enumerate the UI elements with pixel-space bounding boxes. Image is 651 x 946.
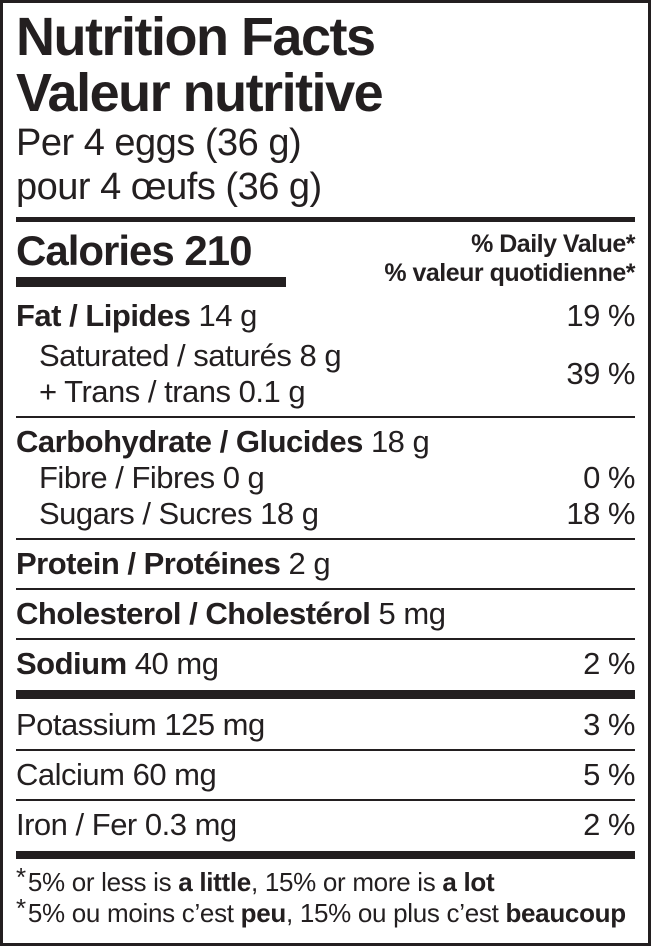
iron-label: Iron / Fer 0.3 mg (16, 807, 237, 842)
serving-size-english: Per 4 eggs (36 g) (16, 122, 302, 164)
protein-amount: 2 g (280, 546, 331, 581)
row-saturated-trans (16, 338, 635, 410)
footnote-fr-text-2: , 15% ou plus c’est (285, 898, 506, 928)
calories-value: Calories 210 (16, 227, 252, 274)
footnote-french (16, 893, 635, 929)
title-french: Valeur nutritive (16, 63, 383, 123)
asterisk: * (16, 893, 26, 923)
title-english: Nutrition Facts (16, 7, 375, 67)
carbohydrate-amount: 18 g (362, 424, 430, 459)
fat-daily-value: 19 % (566, 298, 635, 333)
footnote-fr-bold-1: peu (240, 898, 286, 928)
sodium-daily-value: 2 % (583, 646, 635, 681)
daily-value-header (384, 228, 635, 288)
row-carbohydrate (16, 418, 635, 460)
sugars-daily-value: 18 % (566, 496, 635, 531)
saturated-trans-labels (16, 338, 341, 410)
daily-value-header-english: % Daily Value* (471, 230, 635, 258)
footnote-en-text-2: , 15% or more is (250, 867, 443, 897)
carbohydrate-label-bold: Carbohydrate / Glucides (16, 424, 363, 459)
saturated-trans-daily-value: 39 % (566, 356, 635, 391)
section-divider-heavy (16, 690, 635, 699)
asterisk: * (16, 862, 26, 892)
potassium-daily-value: 3 % (583, 707, 635, 742)
row-sugars (16, 496, 635, 532)
fibre-daily-value: 0 % (583, 460, 635, 495)
label-header (16, 9, 635, 209)
row-sodium (16, 640, 635, 682)
calories-block (16, 228, 286, 287)
cholesterol-amount: 5 mg (370, 596, 446, 631)
fat-amount: 14 g (190, 298, 257, 333)
potassium-label: Potassium 125 mg (16, 707, 265, 742)
row-carbohydrate-label (16, 424, 429, 460)
footnote-fr-text-1: 5% ou moins c’est (27, 898, 241, 928)
fibre-label: Fibre / Fibres 0 g (39, 460, 265, 495)
footnote-en-bold-1: a little (178, 867, 251, 897)
calories-section (16, 228, 635, 288)
row-cholesterol (16, 590, 635, 632)
calories-underline-bar (16, 277, 286, 287)
row-calcium (16, 751, 635, 793)
row-fibre (16, 460, 635, 496)
cholesterol-label-bold: Cholesterol / Cholestérol (16, 596, 371, 631)
calcium-daily-value: 5 % (583, 757, 635, 792)
footnote-en-text-1: 5% or less is (27, 867, 179, 897)
row-potassium (16, 707, 635, 743)
footnote-divider-heavy (16, 851, 635, 859)
fat-label-bold: Fat / Lipides (16, 298, 191, 333)
header-divider (16, 217, 635, 222)
row-protein (16, 540, 635, 582)
sodium-label-bold: Sodium (16, 646, 127, 681)
saturated-label: Saturated / saturés 8 g (39, 338, 342, 373)
sodium-amount: 40 mg (126, 646, 219, 681)
protein-label-bold: Protein / Protéines (16, 546, 281, 581)
calcium-label: Calcium 60 mg (16, 757, 217, 792)
footnotes (16, 862, 635, 929)
row-sodium-label (16, 646, 218, 682)
row-cholesterol-label (16, 596, 445, 632)
row-iron (16, 801, 635, 843)
row-protein-label (16, 546, 330, 582)
footnote-en-bold-2: a lot (442, 867, 495, 897)
iron-daily-value: 2 % (583, 807, 635, 842)
sugars-label: Sugars / Sucres 18 g (39, 496, 319, 531)
footnote-english (16, 862, 635, 898)
daily-value-header-french: % valeur quotidienne* (384, 259, 635, 287)
footnote-fr-bold-2: beaucoup (505, 898, 626, 928)
row-fat-label (16, 298, 257, 334)
trans-label: + Trans / trans 0.1 g (39, 374, 306, 409)
row-fat (16, 298, 635, 334)
serving-size-french: pour 4 œufs (36 g) (16, 166, 322, 208)
